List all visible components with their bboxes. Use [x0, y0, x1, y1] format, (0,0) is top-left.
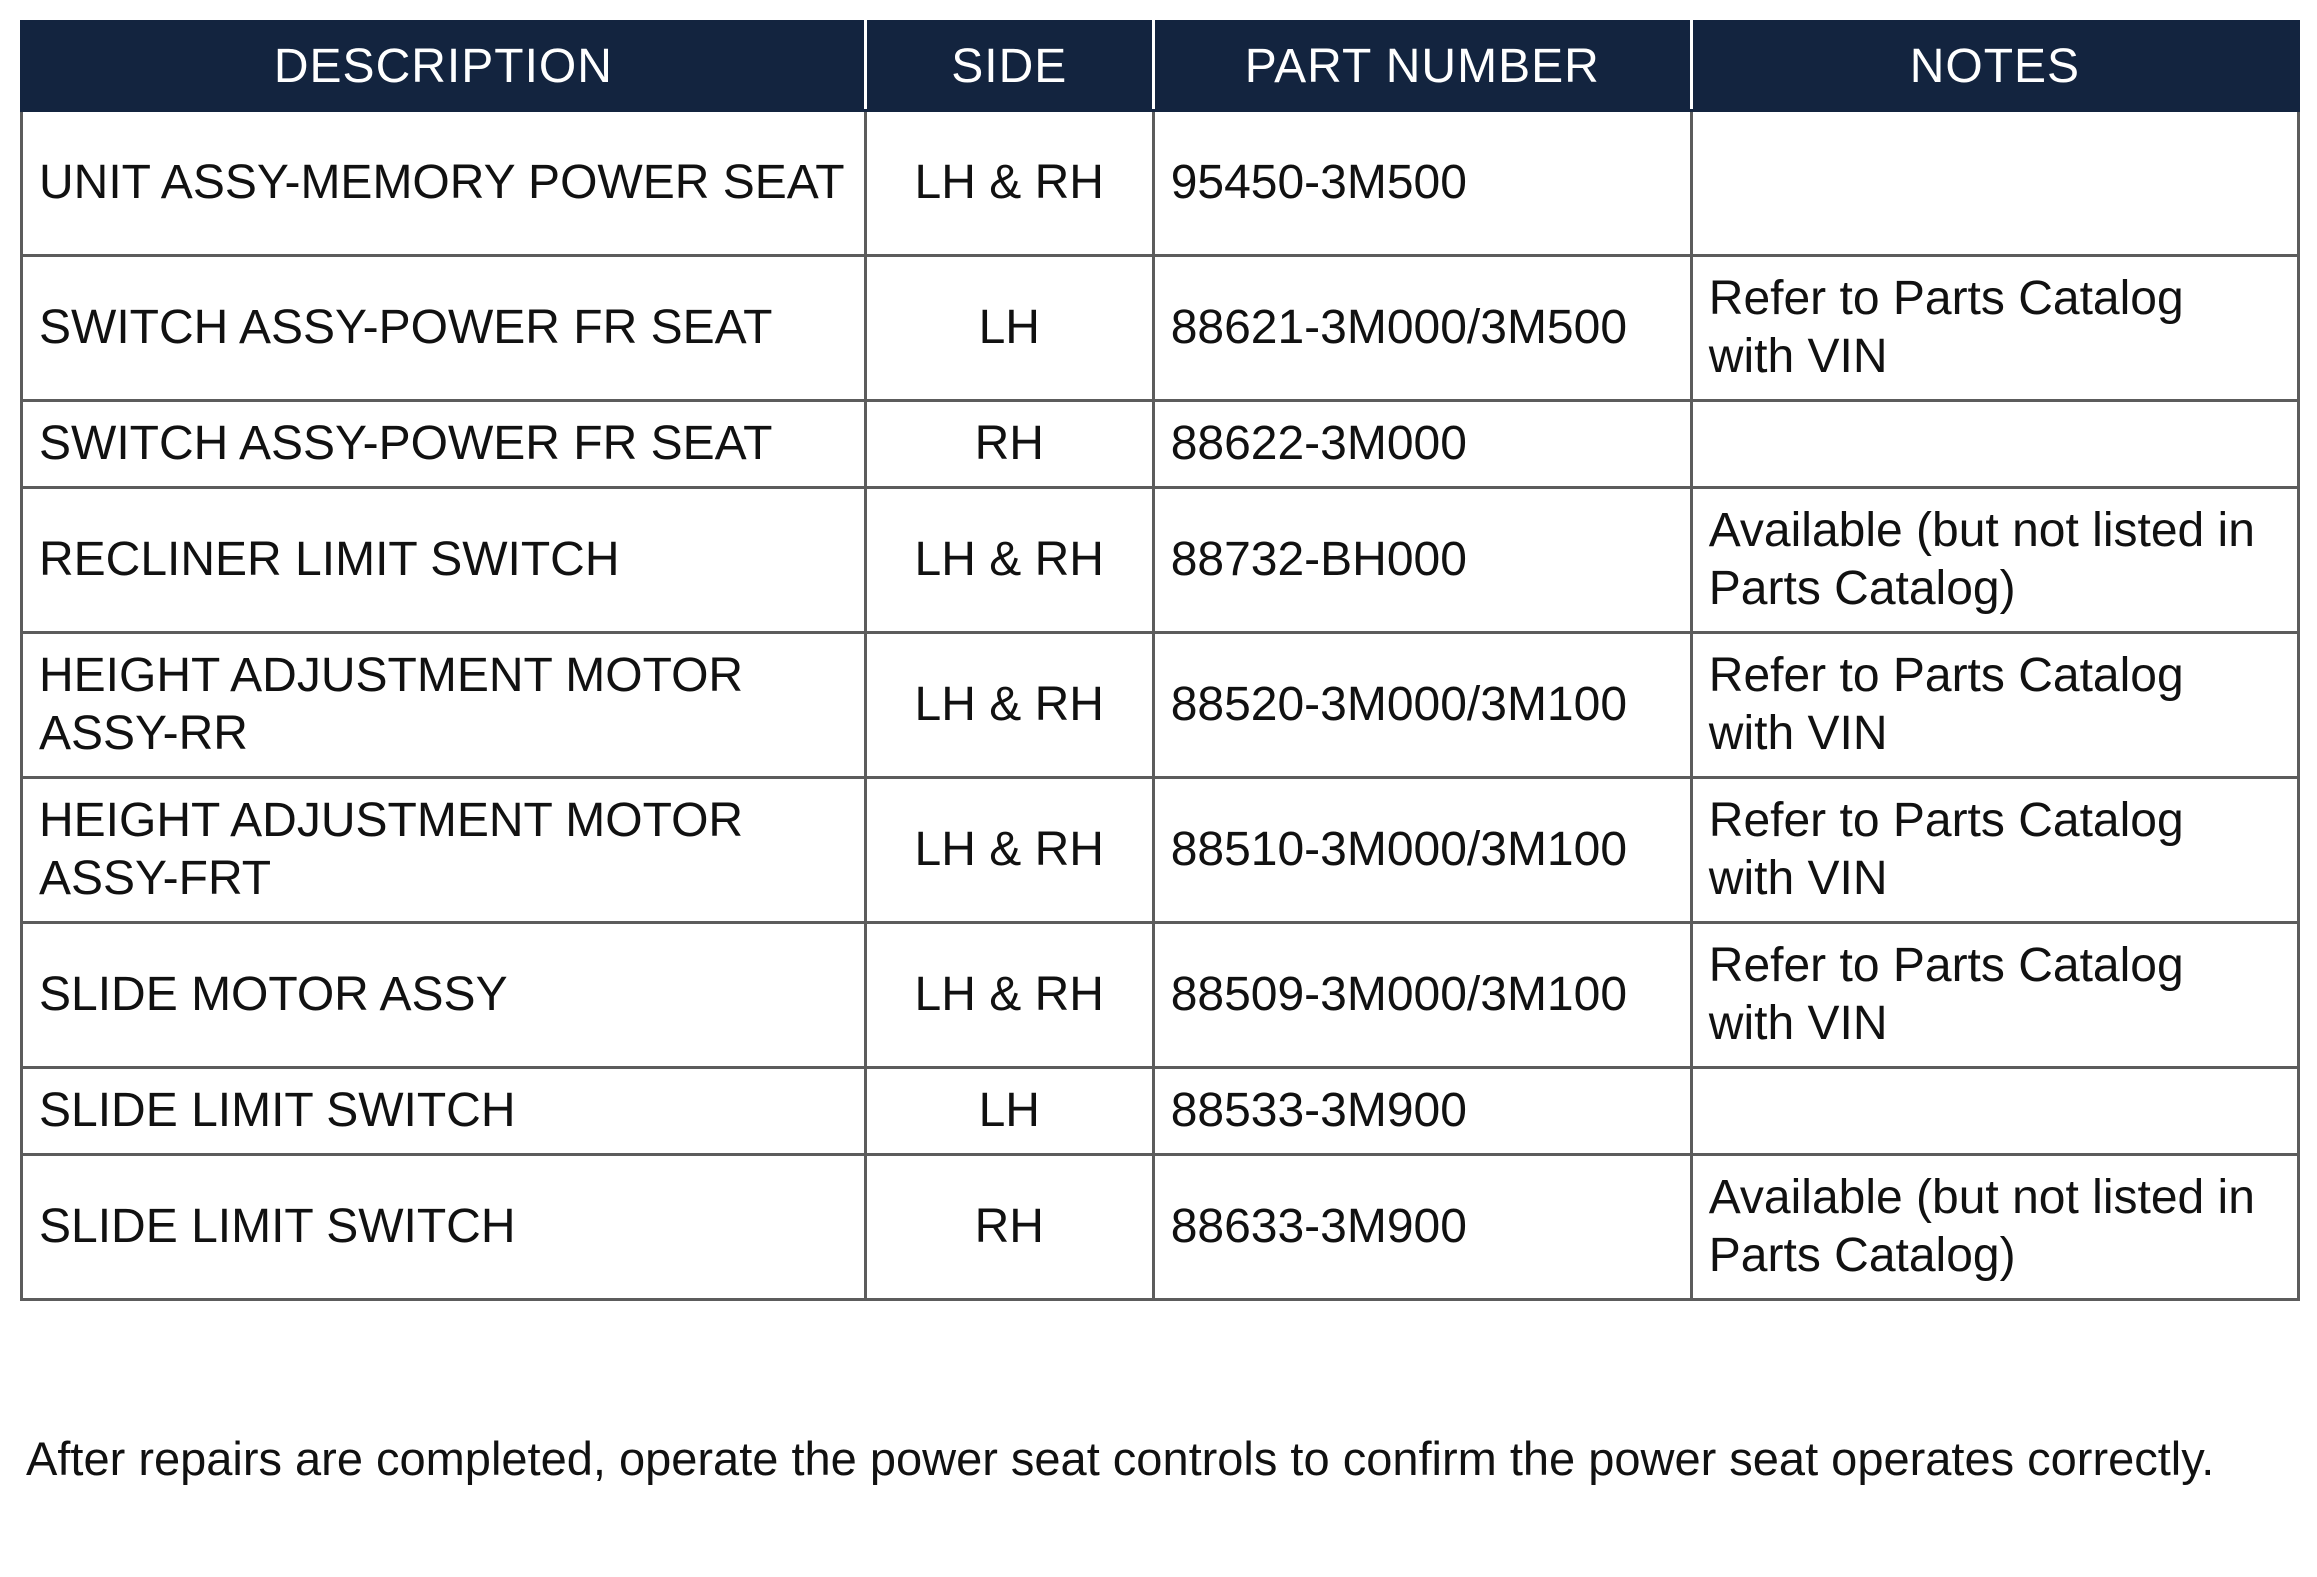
notes-cell: [1691, 111, 2298, 256]
part-number-cell: 88520-3M000/3M100: [1153, 633, 1691, 778]
description-cell: SLIDE LIMIT SWITCH: [22, 1155, 866, 1300]
part-number-cell: 95450-3M500: [1153, 111, 1691, 256]
table-row: [22, 111, 2299, 256]
side-cell: RH: [865, 1155, 1153, 1300]
table-row: [22, 256, 2299, 401]
table-row: [22, 923, 2299, 1068]
side-cell: RH: [865, 401, 1153, 488]
footer-note: After repairs are completed, operate the power seat controls to confirm the power seat operates correctly.: [26, 1432, 2215, 1485]
side-cell: LH: [865, 256, 1153, 401]
notes-cell: Refer to Parts Catalog with VIN: [1691, 778, 2298, 923]
notes-cell: [1691, 1068, 2298, 1155]
table-row: [22, 1068, 2299, 1155]
table-header: [22, 22, 2299, 111]
header-row: [22, 22, 2299, 111]
header-notes: NOTES: [1691, 22, 2298, 111]
side-cell: LH & RH: [865, 778, 1153, 923]
part-number-cell: 88533-3M900: [1153, 1068, 1691, 1155]
part-number-cell: 88732-BH000: [1153, 488, 1691, 633]
description-cell: SLIDE MOTOR ASSY: [22, 923, 866, 1068]
part-number-cell: 88622-3M000: [1153, 401, 1691, 488]
notes-cell: Refer to Parts Catalog with VIN: [1691, 923, 2298, 1068]
notes-cell: Available (but not listed in Parts Catalog): [1691, 1155, 2298, 1300]
side-cell: LH: [865, 1068, 1153, 1155]
description-cell: SWITCH ASSY-POWER FR SEAT: [22, 401, 866, 488]
side-cell: LH & RH: [865, 488, 1153, 633]
table-row: [22, 633, 2299, 778]
description-cell: SWITCH ASSY-POWER FR SEAT: [22, 256, 866, 401]
part-number-cell: 88510-3M000/3M100: [1153, 778, 1691, 923]
part-number-cell: 88621-3M000/3M500: [1153, 256, 1691, 401]
notes-cell: Available (but not listed in Parts Catalog): [1691, 488, 2298, 633]
description-cell: SLIDE LIMIT SWITCH: [22, 1068, 866, 1155]
table-row: [22, 1155, 2299, 1300]
table-row: [22, 778, 2299, 923]
parts-table: [20, 20, 2300, 1301]
part-number-cell: 88633-3M900: [1153, 1155, 1691, 1300]
description-cell: HEIGHT ADJUSTMENT MOTOR ASSY-RR: [22, 633, 866, 778]
description-cell: HEIGHT ADJUSTMENT MOTOR ASSY-FRT: [22, 778, 866, 923]
notes-cell: [1691, 401, 2298, 488]
table-body: [22, 111, 2299, 1300]
side-cell: LH & RH: [865, 923, 1153, 1068]
side-cell: LH & RH: [865, 111, 1153, 256]
notes-cell: Refer to Parts Catalog with VIN: [1691, 256, 2298, 401]
table-row: [22, 401, 2299, 488]
description-cell: UNIT ASSY-MEMORY POWER SEAT: [22, 111, 866, 256]
header-description: DESCRIPTION: [22, 22, 866, 111]
header-side: SIDE: [865, 22, 1153, 111]
table-row: [22, 488, 2299, 633]
part-number-cell: 88509-3M000/3M100: [1153, 923, 1691, 1068]
header-part-number: PART NUMBER: [1153, 22, 1691, 111]
description-cell: RECLINER LIMIT SWITCH: [22, 488, 866, 633]
notes-cell: Refer to Parts Catalog with VIN: [1691, 633, 2298, 778]
side-cell: LH & RH: [865, 633, 1153, 778]
